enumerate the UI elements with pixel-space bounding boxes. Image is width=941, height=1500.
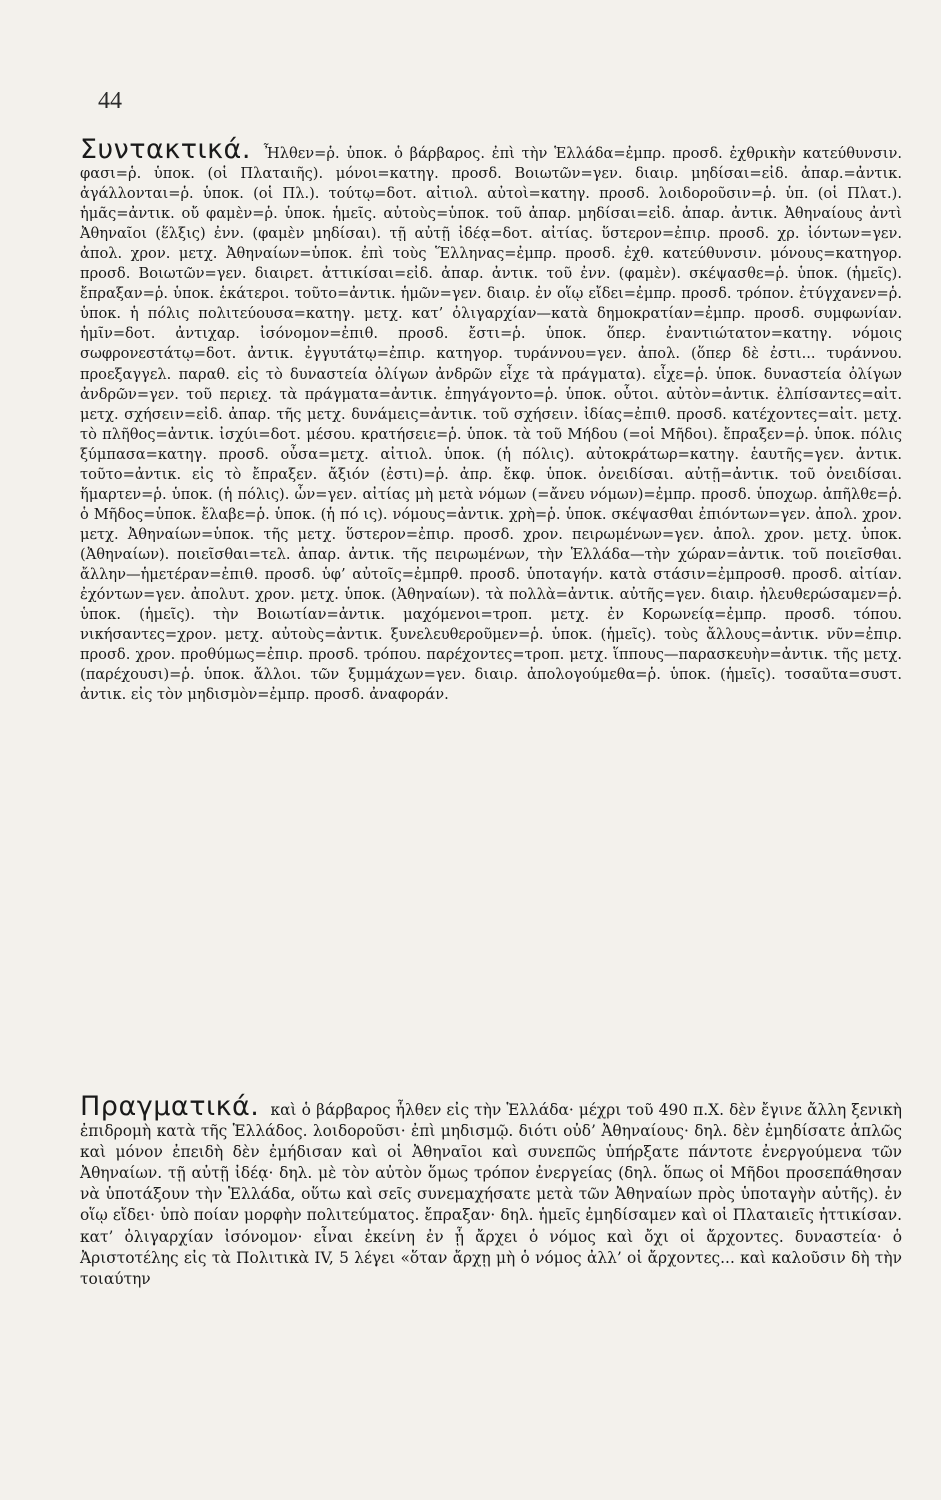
page-number: 44	[98, 88, 122, 114]
syntaktika-section	[80, 134, 902, 705]
pragmatika-section	[80, 1091, 902, 1290]
pragmatika-text: καὶ ὁ βάρβαρος ἦλθεν εἰς τὴν Ἑλλάδα· μέχρι τοῦ 490 π.Χ. δὲν ἔγινε ἄλλη ξενικὴ ἐπιδρομὴ κατὰ τῆς Ἑλλάδος. λοιδοροῦσι· ἐπὶ μηδισμῷ. διότι οὐδ’ Ἀθηναίους· δηλ. δὲν ἐμηδίσατε ἁπλῶς καὶ μόνον ἐπειδὴ δὲν ἐμήδισαν καὶ οἱ Ἀθηναῖοι καὶ συνεπῶς ὑπήρξατε πάντοτε ἐνεργούμενα τῶν Ἀθηναίων. τῇ αὐτῇ ἰδέᾳ· δηλ. μὲ τὸν αὐτὸν ὅμως τρόπον ἐνεργείας (δηλ. ὅπως οἱ Μῆδοι προσεπάθησαν νὰ ὑποτάξουν τὴν Ἑλλάδα, οὕτω καὶ σεῖς συνεμαχήσατε μετὰ τῶν Ἀθηναίων πρὸς ὑποταγὴν αὐτῆς). ἐν οἵῳ εἴδει· ὑπὸ ποίαν μορφὴν πολιτεύματος. ἔπραξαν· δηλ. ἡμεῖς ἐμηδίσαμεν καὶ οἱ Πλαταιεῖς ἠττικίσαν. κατ’ ὀλιγαρχίαν ἰσόνομον· εἶναι ἐκείνη ἐν ᾗ ἄρχει ὁ νόμος καὶ ὄχι οἱ ἄρχοντες. δυναστεία· ὁ Ἀριστοτέλης εἰς τὰ Πολιτικὰ IV, 5 λέγει «ὅταν ἄρχῃ μὴ ὁ νόμος ἀλλ’ οἱ ἄρχοντες... καὶ καλοῦσιν δὴ τὴν τοιαύτην	[80, 1101, 902, 1288]
pragmatika-heading: Πραγματικά.	[80, 1091, 260, 1122]
syntaktika-text: Ἦλθεν=ῥ. ὑποκ. ὁ βάρβαρος. ἐπὶ τὴν Ἑλλάδα=ἐμπρ. προσδ. ἐχθρικὴν κατεύθυνσιν. φασι=ῥ. ὑποκ. (οἱ Πλαταιῆς). μόνοι=κατηγ. προσδ. Βοιωτῶν=γεν. διαιρ. μηδίσαι=εἰδ. ἀπαρ.=ἀντικ. ἀγάλλονται=ῥ. ὑποκ. (οἱ Πλ.). τούτῳ=δοτ. αἰτιολ. αὐτοὶ=κατηγ. προσδ. λοιδοροῦσιν=ῥ. ὑπ. (οἱ Πλατ.). ἡμᾶς=ἀντικ. οὔ φαμὲν=ῥ. ὑποκ. ἡμεῖς. αὐτοὺς=ὑποκ. τοῦ ἀπαρ. μηδίσαι=εἰδ. ἀπαρ. ἀντικ. Ἀθηναίους ἀντὶ Ἀθηναῖοι (ἕλξις) ἐνν. (φαμὲν μηδίσαι). τῇ αὐτῇ ἰδέᾳ=δοτ. αἰτίας. ὕστερον=ἐπιρ. προσδ. χρ. ἰόντων=γεν. ἀπολ. χρον. μετχ. Ἀθηναίων=ὑποκ. ἐπὶ τοὺς Ἕλληνας=ἐμπρ. προσδ. ἐχθ. κατεύθυνσιν. μόνους=κατηγορ. προσδ. Βοιωτῶν=γεν. διαιρετ. ἀττικίσαι=εἰδ. ἀπαρ. ἀντικ. τοῦ ἐνν. (φαμὲν). σκέψασθε=ῥ. ὑποκ. (ἡμεῖς). ἔπραξαν=ῥ. ὑποκ. ἑκάτεροι. τοῦτο=ἀντικ. ἡμῶν=γεν. διαιρ. ἐν οἵῳ εἴδει=ἐμπρ. προσδ. τρόπον. ἐτύγχανεν=ῥ. ὑποκ. ἡ πόλις πολιτεύουσα=κατηγ. μετχ. κατ’ ὀλιγαρχίαν—κατὰ δημοκρατίαν=ἐμπρ. προσδ. συμφωνίαν. ἡμῖν=δοτ. ἀντιχαρ. ἰσόνομον=ἐπιθ. προσδ. ἔστι=ῥ. ὑποκ. ὅπερ. ἐναντιώτατον=κατηγ. νόμοις σωφρονεστάτῳ=δοτ. ἀντικ. ἐγγυτάτῳ=ἐπιρ. κατηγορ. τυράννου=γεν. ἀπολ. (ὅπερ δὲ ἐστι... τυράννου. προεξαγγελ. παραθ. εἰς τὸ δυναστεία ὀλίγων ἀνδρῶν εἶχε τὰ πράγματα). εἶχε=ῥ. ὑποκ. δυναστεία ὀλίγων ἀνδρῶν=γεν. τοῦ περιεχ. τὰ πράγματα=ἀντικ. ἐπηγάγοντο=ῥ. ὑποκ. οὗτοι. αὐτὸν=ἀντικ. ἐλπίσαντες=αἰτ. μετχ. σχήσειν=εἰδ. ἀπαρ. τῆς μετχ. δυνάμεις=ἀντικ. τοῦ σχήσειν. ἰδίας=ἐπιθ. προσδ. κατέχοντες=αἰτ. μετχ. τὸ πλῆθος=ἀντικ. ἰσχύι=δοτ. μέσου. κρατήσειε=ῥ. ὑποκ. τὰ τοῦ Μήδου (=οἱ Μῆδοι). ἔπραξεν=ῥ. ὑποκ. πόλις ξύμπασα=κατηγ. προσδ. οὖσα=μετχ. αἰτιολ. ὑποκ. (ἡ πόλις). αὐτοκράτωρ=κατηγ. ἑαυτῆς=γεν. ἀντικ. τοῦτο=ἀντικ. εἰς τὸ ἔπραξεν. ἄξιόν (ἐστι)=ῥ. ἀπρ. ἔκφ. ὑποκ. ὀνειδίσαι. αὐτῇ=ἀντικ. τοῦ ὀνειδίσαι. ἥμαρτεν=ῥ. ὑποκ. (ἡ πόλις). ὧν=γεν. αἰτίας μὴ μετὰ νόμων (=ἄνευ νόμων)=ἐμπρ. προσδ. ὑποχωρ. ἀπῆλθε=ῥ. ὁ Μῆδος=ὑποκ. ἔλαβε=ῥ. ὑποκ. (ἡ πό ις). νόμους=ἀντικ. χρὴ=ῥ. ὑποκ. σκέψασθαι ἐπιόντων=γεν. ἀπολ. χρον. μετχ. Ἀθηναίων=ὑποκ. τῆς μετχ. ὕστερον=ἐπιρ. προσδ. χρον. πειρωμένων=γεν. ἀπολ. χρον. μετχ. ὑποκ. (Ἀθηναίων). ποιεῖσθαι=τελ. ἀπαρ. ἀντικ. τῆς πειρωμένων, τὴν Ἑλλάδα—τὴν χώραν=ἀντικ. τοῦ ποιεῖσθαι. ἄλλην—ἡμετέραν=ἐπιθ. προσδ. ὑφ’ αὐτοῖς=ἐμπρθ. προσδ. ὑποταγήν. κατὰ στάσιν=ἐμπροσθ. προσδ. αἰτίαν. ἐχόντων=γεν. ἀπολυτ. χρον. μετχ. ὑποκ. (Ἀθηναίων). τὰ πολλὰ=ἀντικ. αὐτῆς=γεν. διαιρ. ἠλευθερώσαμεν=ῥ. ὑποκ. (ἡμεῖς). τὴν Βοιωτίαν=ἀντικ. μαχόμενοι=τροπ. μετχ. ἐν Κορωνείᾳ=ἐμπρ. προσδ. τόπου. νικήσαντες=χρον. μετχ. αὐτοὺς=ἀντικ. ξυνελευθεροῦμεν=ῥ. ὑποκ. (ἡμεῖς). τοὺς ἄλλους=ἀντικ. νῦν=ἐπιρ. προσδ. χρον. προθύμως=ἐπιρ. προσδ. τρόπου. παρέχοντες=τροπ. μετχ. ἵππους—παρασκευὴν=ἀντικ. τῆς μετχ. (παρέχουσι)=ῥ. ὑποκ. ἄλλοι. τῶν ξυμμάχων=γεν. διαιρ. ἀπολογούμεθα=ῥ. ὑποκ. (ἡμεῖς). τοσαῦτα=συστ. ἀντικ. εἰς τὸν μηδισμὸν=ἐμπρ. προσδ. ἀναφοράν.	[80, 145, 902, 704]
syntaktika-heading: Συντακτικά.	[80, 134, 251, 165]
